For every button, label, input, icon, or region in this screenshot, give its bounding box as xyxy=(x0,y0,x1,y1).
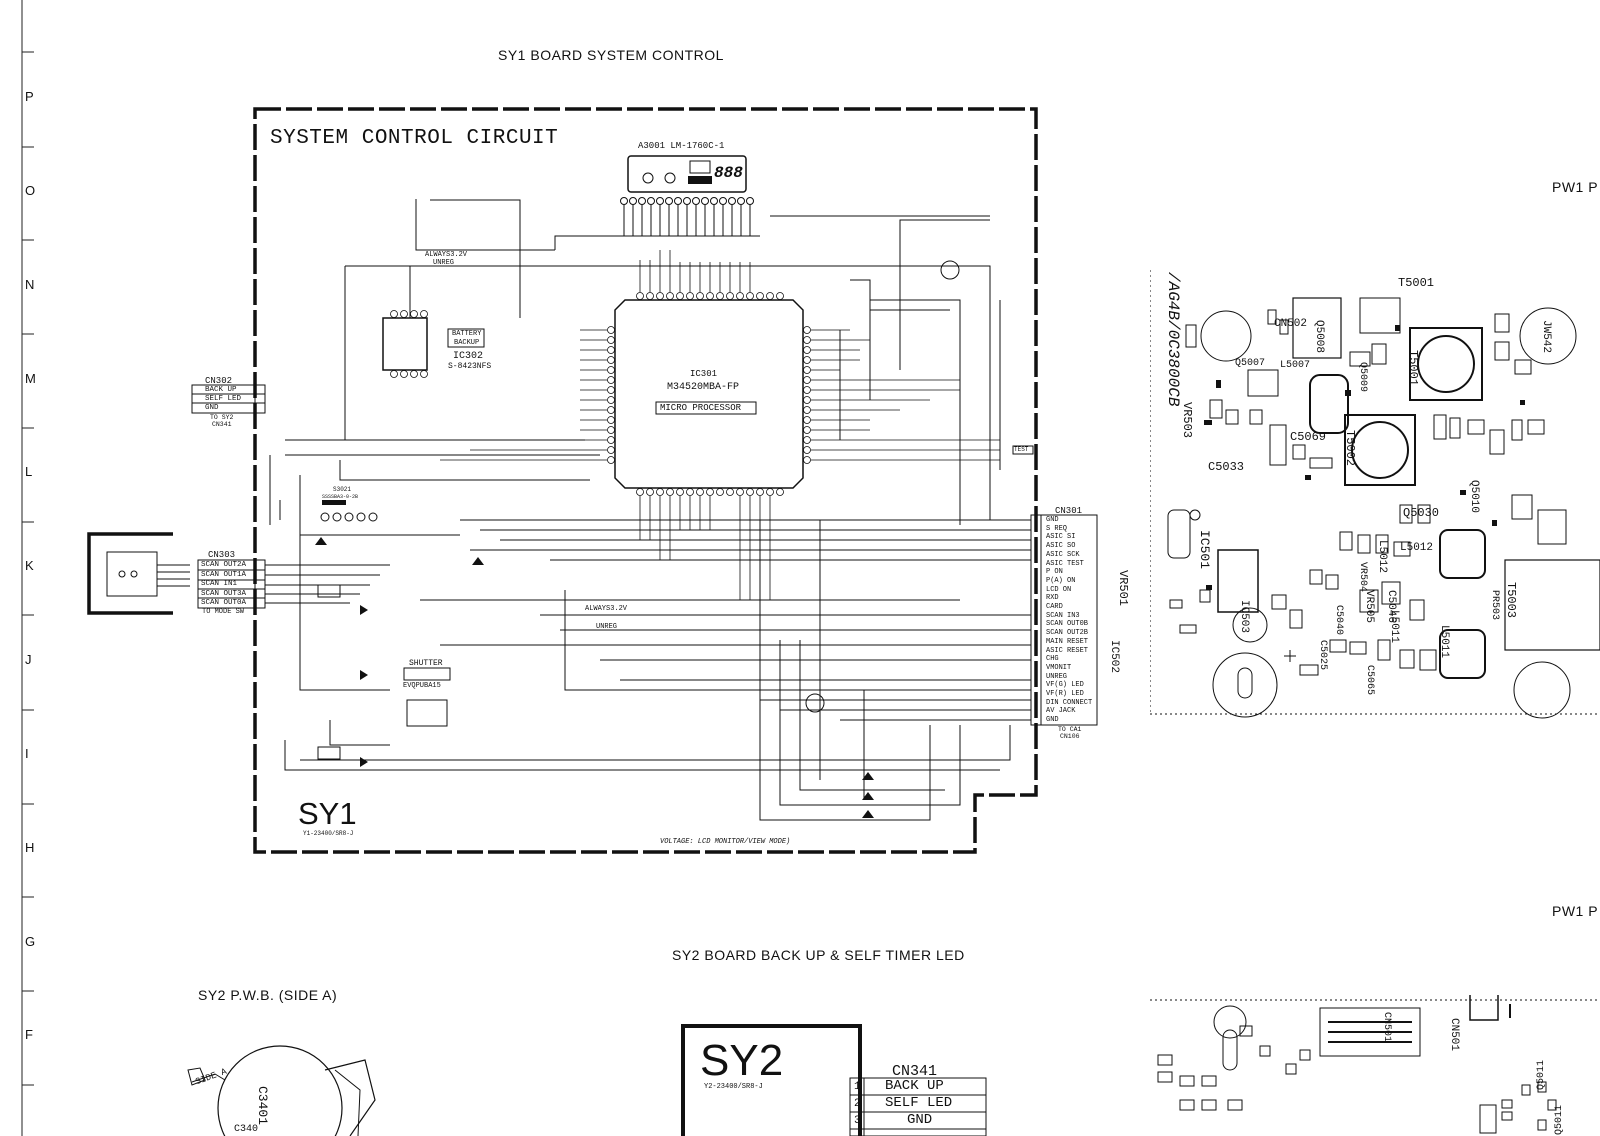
cn302-pin-1: BACK UP xyxy=(205,386,237,394)
pw1-label: T5001 xyxy=(1398,276,1435,290)
pw1-title-top: PW1 P xyxy=(1552,179,1599,195)
ic302-part: S-8423NFS xyxy=(448,362,492,371)
always2-label: ALWAYS3.2V xyxy=(585,605,628,613)
pw1-label: VR503 xyxy=(1180,402,1194,439)
pw1-label: Q5030 xyxy=(1403,506,1440,520)
ic302-ref: IC302 xyxy=(453,351,484,362)
cn301-pin: ASIC SI xyxy=(1046,533,1076,542)
pw1-label: JW542 xyxy=(1540,320,1552,354)
cn301-pin: AV JACK xyxy=(1046,707,1076,716)
pw1-label: IC502 xyxy=(1108,640,1120,674)
pw1-label: IC501 xyxy=(1197,530,1212,570)
ic301-name: MICRO PROCESSOR xyxy=(660,403,742,413)
cn303-to: TO MODE SW xyxy=(202,608,245,616)
pw1-label: VR505 xyxy=(1363,590,1375,624)
unreg-label: UNREG xyxy=(433,259,455,267)
ic302-label1: BATTERY xyxy=(452,330,482,338)
sy2-board-title: SY2 BOARD BACK UP & SELF TIMER LED xyxy=(672,947,965,963)
shutter-label: SHUTTER xyxy=(409,659,443,668)
cn301-pin: UNREG xyxy=(1046,672,1068,681)
cn302-ref: CN302 xyxy=(205,376,233,386)
pw1-pcb-drawing xyxy=(1150,270,1600,740)
ruler-letter-n: N xyxy=(25,277,35,292)
pw1-label: C5025 xyxy=(1317,640,1328,671)
pw1-title-bottom: PW1 P xyxy=(1552,903,1599,919)
cn301-pin: CHG xyxy=(1046,655,1059,664)
cn302-pins xyxy=(205,386,241,413)
sy2-board-label: SY2 xyxy=(700,1036,784,1085)
ruler-letter-j: J xyxy=(25,652,32,667)
cn301-pin: DIN CONNECT xyxy=(1046,698,1093,707)
test-label: TEST xyxy=(1014,446,1029,453)
pw1-pcb-top xyxy=(1108,270,1600,740)
pw1-label: VR504 xyxy=(1357,562,1368,593)
ruler-letter-l: L xyxy=(25,464,33,479)
cn341-ref: CN341 xyxy=(892,1063,938,1080)
cn301-pin: ASIC RESET xyxy=(1046,646,1089,655)
cn341-numbers: 1 2 3 xyxy=(854,1081,861,1127)
ruler-letter-p: P xyxy=(25,89,34,104)
cn301-to: TO CA1 xyxy=(1058,726,1082,733)
s3021-label: S3021 xyxy=(333,486,352,493)
cn303-pin-4: SCAN OUT3A xyxy=(201,589,247,598)
always-label: ALWAYS3.2V xyxy=(425,251,468,259)
pw1-label-cn501b: CN501 xyxy=(1448,1018,1460,1052)
pw1-label: VR501 xyxy=(1116,570,1130,607)
cn303-pins xyxy=(201,561,246,609)
pw1-label: L5012 xyxy=(1376,540,1388,574)
cn301-pin: ASIC SO xyxy=(1046,542,1076,551)
pw1-label: L5011 xyxy=(1388,610,1400,644)
cn341-pin-3: GND xyxy=(907,1112,933,1128)
sy2-drawing xyxy=(0,940,1000,1136)
pw1-label: C5069 xyxy=(1290,430,1327,444)
pw1-label: T5002 xyxy=(1343,430,1357,467)
cn303-pin-3: SCAN IN1 xyxy=(201,580,238,588)
pw1-label: Q5010 xyxy=(1468,480,1480,514)
cn301-pin: ASIC SCK xyxy=(1046,550,1080,559)
cn302-pin-2: SELF LED xyxy=(205,395,242,403)
c3401b-label: C340 xyxy=(234,1124,259,1135)
c3401-label: C3401 xyxy=(255,1086,270,1126)
pw1-label: Q5008 xyxy=(1313,320,1325,354)
cn341-pin-2: SELF LED xyxy=(885,1095,953,1111)
ruler-letter-i: I xyxy=(25,746,29,761)
pw1-label: L5011 xyxy=(1438,625,1450,659)
cn301-ref: CN301 xyxy=(1055,506,1083,516)
cn303-pin-1: SCAN OUT2A xyxy=(201,561,247,569)
cn301-pin: RXD xyxy=(1046,594,1059,603)
pw1-pcb-bottom-drawing xyxy=(1150,990,1600,1136)
cn301-pin: VMONIT xyxy=(1046,663,1072,672)
s3021-part: SSSSBA3-0-2B xyxy=(322,494,359,500)
pw1-label: T5001 xyxy=(1406,350,1420,387)
cn301-pin: GND xyxy=(1046,516,1059,524)
cn302-pin-3: GND xyxy=(205,404,219,412)
ic302-label2: BACKUP xyxy=(454,339,480,347)
cn303-pin-5: SCAN OUT0A xyxy=(201,599,247,607)
ruler-letter-f: F xyxy=(25,1027,33,1042)
cn301-pin: SCAN OUT0B xyxy=(1046,620,1089,629)
sy1-board-label: SY1 xyxy=(298,796,357,831)
cn303-ref: CN303 xyxy=(208,550,236,560)
cn301-pin: VF(G) LED xyxy=(1046,681,1084,690)
cn301-pins xyxy=(1046,516,1092,725)
sy1-heading: SYSTEM CONTROL CIRCUIT xyxy=(270,127,559,150)
ruler-letter-h: H xyxy=(25,840,35,855)
ruler-letter-g: G xyxy=(25,934,36,949)
pw1-label-q5011a: Q5011 xyxy=(1536,1059,1547,1090)
cn301-pin: LCD ON xyxy=(1046,585,1072,594)
cn301-pin: MAIN RESET xyxy=(1046,637,1089,646)
sy2-board-code: Y2-23400/SR8-J xyxy=(704,1083,763,1091)
ic301-ref: IC301 xyxy=(690,369,718,379)
pw1-label-q5011b: Q5011 xyxy=(1554,1104,1565,1135)
pw1-label: L5012 xyxy=(1400,542,1434,554)
pw1-label: C5033 xyxy=(1208,460,1245,474)
sy1-board-title: SY1 BOARD SYSTEM CONTROL xyxy=(498,47,724,63)
ruler-letter-o: O xyxy=(25,183,36,198)
voltage-note: VOLTAGE: LCD MONITOR/VIEW MODE) xyxy=(660,838,791,846)
lcd-ref: A3001 LM-1760C-1 xyxy=(638,141,725,151)
cn301-pin: P(A) ON xyxy=(1046,576,1076,585)
ruler-letter-m: M xyxy=(25,371,36,386)
pw1-label: CN502 xyxy=(1274,318,1308,330)
pw1-label: T5003 xyxy=(1504,582,1518,619)
side-label: SIDE A xyxy=(194,1066,229,1088)
unreg2-label: UNREG xyxy=(596,623,618,631)
cn301-pin: SCAN OUT2B xyxy=(1046,629,1089,638)
pw1-label: C5040 xyxy=(1333,605,1344,636)
cn302-to: TO SY2 xyxy=(210,414,234,421)
lcd-digits: 888 xyxy=(714,164,743,182)
cn341-pins xyxy=(885,1078,952,1129)
pw1-code: /AG4B/0C3800CB xyxy=(1164,272,1182,407)
pw1-label: C5065 xyxy=(1364,665,1375,696)
pw1-label: Q5009 xyxy=(1357,362,1368,393)
cn301-to2: CN106 xyxy=(1060,733,1080,740)
cn301-pin: ASIC TEST xyxy=(1046,559,1084,568)
ruler-letter-k: K xyxy=(25,558,34,573)
cn301-pin: CARD xyxy=(1046,603,1063,612)
ic301-part: M34520MBA-FP xyxy=(667,382,740,393)
sy2-pwb-title: SY2 P.W.B. (SIDE A) xyxy=(198,987,338,1003)
cn341-pin-1: BACK UP xyxy=(885,1078,944,1094)
pw1-pcb-bottom xyxy=(1150,990,1600,1136)
cn301-pin: VF(R) LED xyxy=(1046,690,1084,699)
cn301-pin: SCAN IN3 xyxy=(1046,611,1080,620)
cn303-pin-2: SCAN OUT1A xyxy=(201,570,247,579)
cn301-pin: P ON xyxy=(1046,568,1063,577)
sy2-section xyxy=(0,940,1000,1136)
pw1-label: C5046 xyxy=(1385,590,1397,624)
pw1-label: IC503 xyxy=(1238,600,1250,634)
pw1-label: PR503 xyxy=(1489,590,1500,621)
sy1-board-code: Y1-23400/SR8-J xyxy=(303,830,354,837)
shutter-part: EVQPUBA15 xyxy=(403,682,441,690)
pw1-label-cn501a: CN501 xyxy=(1381,1012,1392,1043)
pw1-label: Q5007 xyxy=(1235,358,1266,369)
cn301-pin: S REQ xyxy=(1046,524,1068,533)
cn301-pin: GND xyxy=(1046,716,1059,725)
pw1-label: L5007 xyxy=(1280,360,1311,371)
cn302-to2: CN341 xyxy=(212,421,232,428)
